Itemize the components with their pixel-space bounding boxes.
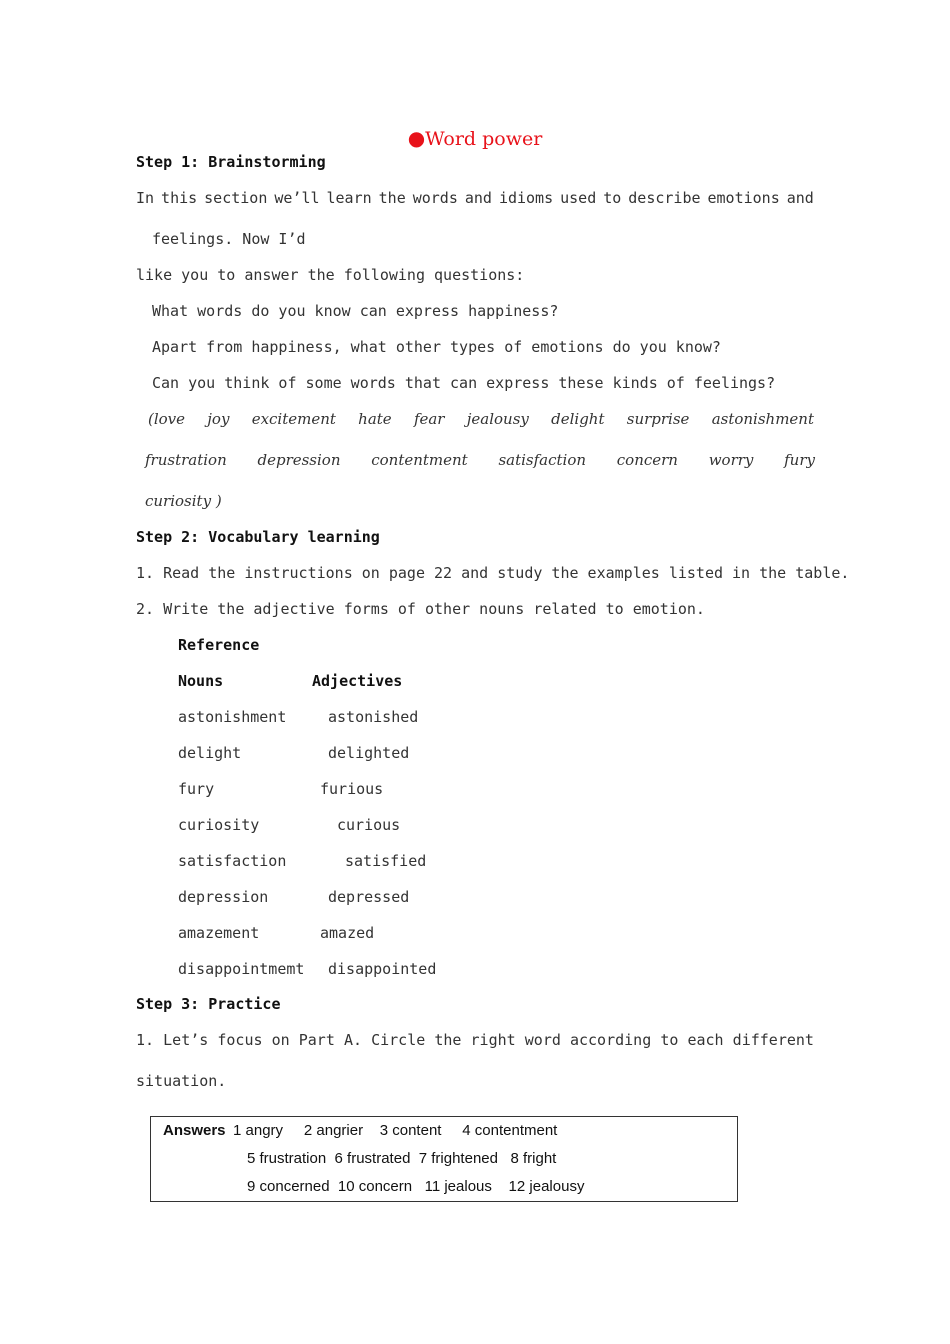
instruction-word: word [524,1031,561,1049]
intro-word: we’ll [274,189,320,207]
emotion-word: contentment [371,451,468,469]
adjective-cell: depressed [328,888,410,906]
emotion-word: jealousy [466,410,529,428]
instruction-word: Circle [371,1031,426,1049]
intro-word: section [204,189,268,207]
intro-word: and [786,189,814,207]
bullet-icon: ● [407,126,426,150]
adjective-cell: satisfied [345,852,427,870]
title-text: Word power [425,128,543,150]
emotion-word: excitement [251,410,336,428]
instruction-word: on [271,1031,290,1049]
intro-word: learn [326,189,372,207]
step3-heading: Step 3: Practice [136,995,281,1013]
instruction-word: 1. [136,1031,155,1049]
intro-word: the [378,189,406,207]
emotion-word: worry [708,451,754,469]
emotions-line-1 [148,409,814,429]
adjective-cell: amazed [320,924,375,942]
intro-word: describe [628,189,701,207]
intro-word: this [161,189,198,207]
emotion-word: delight [551,410,605,428]
col-nouns-header: Nouns [178,672,224,690]
emotion-word: concern [616,451,678,469]
intro-word: idioms [498,189,554,207]
emotion-word: fury [784,451,815,469]
adjective-cell: furious [320,780,384,798]
answers-line-2: 5 frustration 6 frustrated 7 frightened 8 fright [247,1150,557,1167]
instruction-word: right [470,1031,516,1049]
step3-item-1-line-1 [136,1030,814,1050]
emotion-word: frustration [145,451,227,469]
answers-line-1: 1 angry 2 angrier 3 content 4 contentment [233,1122,558,1139]
noun-cell: disappointmemt [178,960,305,978]
noun-cell: delight [178,744,242,762]
emotion-word: (love [148,410,186,428]
noun-cell: fury [178,780,215,798]
step3-item-1-line-2: situation. [136,1072,227,1090]
step2-item-2: 2. Write the adjective forms of other nouns related to emotion. [136,600,705,618]
instruction-word: according [569,1031,652,1049]
step1-heading: Step 1: Brainstorming [136,153,326,171]
question-2: Apart from happiness, what other types of emotions do you know? [152,338,721,356]
intro-word: In [136,189,155,207]
col-adjectives-header: Adjectives [312,672,403,690]
emotion-word: surprise [626,410,690,428]
emotion-word: hate [358,410,392,428]
step2-item-1: 1. Read the instructions on page 22 and study the examples listed in the table. [136,564,850,582]
noun-cell: amazement [178,924,260,942]
page-title [0,126,950,151]
intro-word: words [412,189,458,207]
noun-cell: curiosity [178,816,260,834]
question-1: What words do you know can express happiness? [152,302,559,320]
instruction-word: the [434,1031,462,1049]
instruction-word: Part [298,1031,335,1049]
adjective-cell: curious [337,816,401,834]
emotions-line-3: curiosity ) [145,492,222,510]
instruction-word: different [732,1031,814,1049]
noun-cell: depression [178,888,269,906]
step2-heading: Step 2: Vocabulary learning [136,528,380,546]
instruction-word: each [687,1031,724,1049]
noun-cell: astonishment [178,708,287,726]
emotion-word: joy [207,410,230,428]
emotion-word: fear [413,410,445,428]
emotion-word: astonishment [711,410,814,428]
intro-line-3: like you to answer the following questions: [136,266,525,284]
emotions-line-2 [145,450,815,470]
emotion-word: satisfaction [498,451,587,469]
instruction-word: A. [343,1031,363,1049]
answers-label: Answers [163,1122,226,1139]
emotion-word: depression [257,451,341,469]
intro-word: used [560,189,597,207]
answers-line-3: 9 concerned 10 concern 11 jealous 12 jealousy [247,1178,585,1195]
reference-label: Reference [178,636,260,654]
instruction-word: to [660,1031,679,1049]
answers-box [150,1116,738,1202]
intro-word: emotions [707,189,780,207]
adjective-cell: astonished [328,708,419,726]
intro-word: and [464,189,492,207]
noun-cell: satisfaction [178,852,287,870]
intro-line-1 [136,188,814,208]
question-3: Can you think of some words that can express these kinds of feelings? [152,374,776,392]
adjective-cell: delighted [328,744,410,762]
instruction-word: Let’s [163,1031,209,1049]
intro-line-2: feelings. Now I’d [152,230,306,248]
intro-word: to [603,189,622,207]
instruction-word: focus [217,1031,263,1049]
adjective-cell: disappointed [328,960,437,978]
